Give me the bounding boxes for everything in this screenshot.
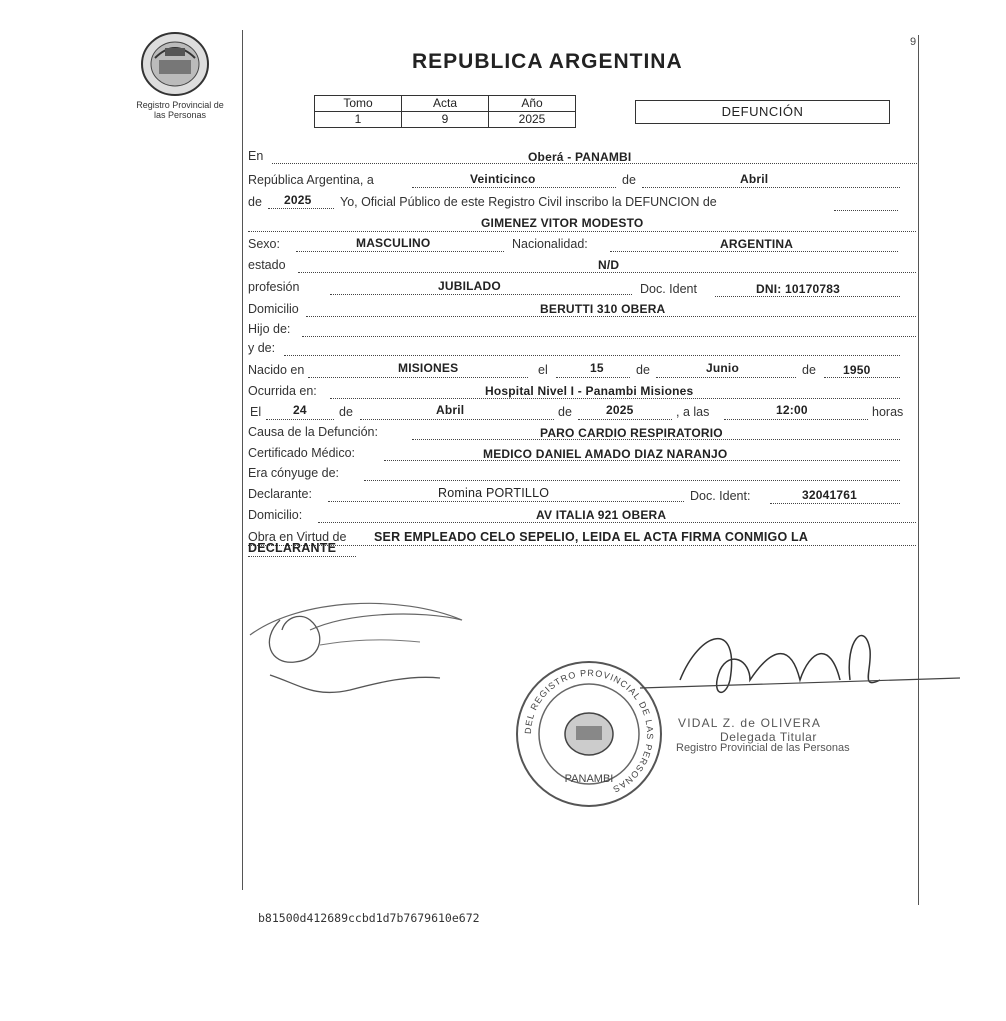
tomo-header: Tomo xyxy=(315,96,402,112)
horas-label: horas xyxy=(872,405,904,419)
estado-label: estado xyxy=(248,258,286,272)
month-value: Abril xyxy=(740,172,769,186)
death-day-word: Veinticinco xyxy=(470,172,536,186)
dotted-line xyxy=(770,503,900,504)
de-label: de xyxy=(636,363,650,377)
registry-label: Registro Provincial de las Personas xyxy=(136,100,224,120)
dotted-line xyxy=(642,187,900,188)
profesion-value: JUBILADO xyxy=(438,279,501,293)
el-label: el xyxy=(538,363,548,377)
estado-value: N/D xyxy=(598,258,620,272)
dotted-line xyxy=(328,501,684,502)
obra-label: Obra en Virtud de xyxy=(248,530,347,544)
obra-value-line1: SER EMPLEADO CELO SEPELIO, LEIDA EL ACTA FIRMA CONMIGO LA xyxy=(374,530,809,544)
ano-value: 2025 xyxy=(489,112,576,128)
intro-text: Yo, Oficial Público de este Registro Civil inscribo la DEFUNCION de xyxy=(340,195,717,209)
dotted-line xyxy=(318,522,916,523)
act-type-box: DEFUNCIÓN xyxy=(635,100,890,124)
en-value: Oberá - PANAMBI xyxy=(528,150,632,164)
de-label: de xyxy=(622,173,636,187)
birth-day: 15 xyxy=(590,361,604,375)
nacido-lugar: MISIONES xyxy=(398,361,459,375)
doc-ident-value: DNI: 10170783 xyxy=(756,282,840,296)
causa-value: PARO CARDIO RESPIRATORIO xyxy=(540,426,723,440)
official-name: VIDAL Z. de OLIVERA xyxy=(678,716,822,730)
sexo-value: MASCULINO xyxy=(356,236,431,250)
misiones-seal-logo xyxy=(135,30,215,98)
right-border xyxy=(918,35,919,905)
dotted-line xyxy=(578,419,672,420)
domicilio-label: Domicilio xyxy=(248,302,299,316)
page-number: 9 xyxy=(910,36,917,48)
el2-label: El xyxy=(250,405,262,419)
doc2-label: Doc. Ident: xyxy=(690,489,751,503)
declarante-label: Declarante: xyxy=(248,487,312,501)
dotted-line xyxy=(308,377,528,378)
dotted-line xyxy=(298,272,916,273)
dotted-line xyxy=(296,251,504,252)
left-border xyxy=(242,30,243,890)
doc2-value: 32041761 xyxy=(802,488,857,502)
dotted-line xyxy=(268,208,334,209)
stamp-center-text: PANAMBI xyxy=(564,773,614,785)
domicilio-value: BERUTTI 310 OBERA xyxy=(540,302,666,316)
year-value: 2025 xyxy=(284,193,312,207)
obra-value-line2: DECLARANTE xyxy=(248,541,337,555)
official-office: Registro Provincial de las Personas xyxy=(676,742,850,754)
dotted-line xyxy=(248,545,916,546)
acta-value: 9 xyxy=(402,112,489,128)
stamp-ring-text: DEL REGISTRO PROVINCIAL DE LAS PERSONAS xyxy=(522,667,656,795)
dotted-line xyxy=(284,355,900,356)
death-hour: 12:00 xyxy=(776,403,808,417)
death-day: 24 xyxy=(293,403,307,417)
hijo-de-label: Hijo de: xyxy=(248,322,291,336)
page-title: REPUBLICA ARGENTINA xyxy=(412,50,683,73)
y-de-label: y de: xyxy=(248,341,276,355)
dotted-line xyxy=(610,251,898,252)
doc-ident-label: Doc. Ident xyxy=(640,282,697,296)
tomo-value: 1 xyxy=(315,112,402,128)
deceased-name: GIMENEZ VITOR MODESTO xyxy=(481,216,644,230)
dotted-line xyxy=(330,294,632,295)
dotted-line xyxy=(656,377,796,378)
birth-month: Junio xyxy=(706,361,739,375)
causa-label: Causa de la Defunción: xyxy=(248,425,378,439)
a-las-label: , a las xyxy=(676,405,710,419)
certificado-label: Certificado Médico: xyxy=(248,446,355,460)
conyuge-label: Era cónyuge de: xyxy=(248,466,340,480)
dotted-line xyxy=(364,480,900,481)
de-label: de xyxy=(339,405,353,419)
de-label: de xyxy=(248,195,262,209)
certificado-value: MEDICO DANIEL AMADO DIAZ NARANJO xyxy=(483,447,728,461)
declarante-value: Romina PORTILLO xyxy=(438,486,550,500)
dotted-line xyxy=(266,419,334,420)
dotted-line xyxy=(724,419,868,420)
domicilio2-label: Domicilio: xyxy=(248,508,303,522)
domicilio2-value: AV ITALIA 921 OBERA xyxy=(536,508,667,522)
dotted-line xyxy=(360,419,554,420)
en-label: En xyxy=(248,149,264,163)
dotted-line xyxy=(412,187,616,188)
de-label: de xyxy=(802,363,816,377)
acta-header: Acta xyxy=(402,96,489,112)
dotted-line xyxy=(302,336,916,337)
republica-label: República Argentina, a xyxy=(248,173,374,187)
profesion-label: profesión xyxy=(248,280,300,294)
dotted-line xyxy=(715,296,900,297)
dotted-line xyxy=(248,231,916,232)
document-hash: b81500d412689ccbd1d7b7679610e672 xyxy=(258,911,480,925)
ano-header: Año xyxy=(489,96,576,112)
ocurrida-value: Hospital Nivel I - Panambi Misiones xyxy=(485,384,694,398)
nacido-label: Nacido en xyxy=(248,363,305,377)
dotted-line xyxy=(556,377,630,378)
nacionalidad-value: ARGENTINA xyxy=(720,237,794,251)
dotted-line xyxy=(824,377,900,378)
dotted-line xyxy=(306,316,916,317)
dotted-line xyxy=(330,398,900,399)
birth-year: 1950 xyxy=(843,363,871,377)
death-month: Abril xyxy=(436,403,465,417)
nacionalidad-label: Nacionalidad: xyxy=(512,237,588,251)
official-signature xyxy=(640,610,960,720)
ocurrida-label: Ocurrida en: xyxy=(248,384,317,398)
official-role: Delegada Titular xyxy=(720,730,817,744)
dotted-line xyxy=(834,210,898,211)
dotted-line xyxy=(248,556,356,557)
sexo-label: Sexo: xyxy=(248,237,280,251)
death-year: 2025 xyxy=(606,403,634,417)
book-reference-table xyxy=(314,95,576,128)
de-label: de xyxy=(558,405,572,419)
